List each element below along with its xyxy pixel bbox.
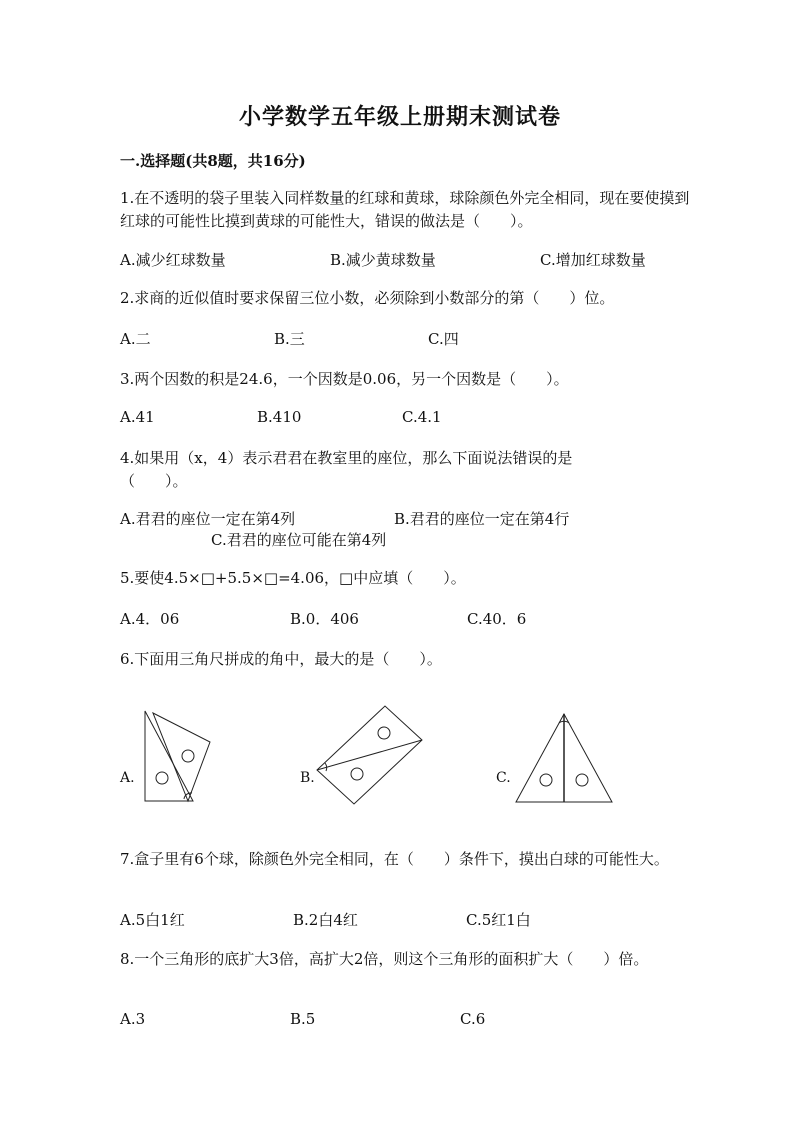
question-2: 2.求商的近似值时要求保留三位小数，必须除到小数部分的第（ ）位。	[120, 289, 615, 307]
q3-option-c[interactable]: C.4.1	[402, 408, 442, 426]
q2-option-b[interactable]: B.三	[274, 330, 305, 348]
question-8: 8.一个三角形的底扩大3倍，高扩大2倍，则这个三角形的面积扩大（ ）倍。	[120, 950, 649, 968]
q1-option-a[interactable]: A.减少红球数量	[120, 251, 226, 269]
q6-option-c[interactable]: C.	[496, 770, 511, 786]
section-heading: 一.选择题(共8题，共16分)	[120, 152, 306, 170]
q7-option-c[interactable]: C.5红1白	[466, 911, 531, 929]
q6-figure-a	[140, 705, 215, 805]
q4-option-c[interactable]: C.君君的座位可能在第4列	[211, 531, 387, 549]
question-1: 1.在不透明的袋子里装入同样数量的红球和黄球，球除颜色外完全相同，现在要使摸到红球的可能性比摸到黄球的可能性大，错误的做法是（ ）。	[120, 189, 690, 230]
question-6: 6.下面用三角尺拼成的角中，最大的是（ ）。	[120, 650, 442, 668]
page-title: 小学数学五年级上册期末测试卷	[238, 104, 561, 130]
q8-option-a[interactable]: A.3	[120, 1010, 146, 1028]
question-5: 5.要使4.5×□+5.5×□=4.06，□中应填（ ）。	[120, 569, 466, 587]
q4-option-a[interactable]: A.君君的座位一定在第4列	[120, 510, 296, 528]
q8-option-b[interactable]: B.5	[290, 1010, 316, 1028]
question-3: 3.两个因数的积是24.6，一个因数是0.06，另一个因数是（ ）。	[120, 370, 569, 388]
q4-option-b[interactable]: B.君君的座位一定在第4行	[394, 510, 570, 528]
q6-option-a[interactable]: A.	[120, 770, 135, 786]
q2-option-a[interactable]: A.二	[120, 330, 151, 348]
q6-option-b[interactable]: B.	[300, 770, 315, 786]
q7-option-a[interactable]: A.5白1红	[120, 911, 185, 929]
question-4: 4.如果用（x，4）表示君君在教室里的座位，那么下面说法错误的是（ ）。	[120, 449, 573, 490]
q6-figure-b	[312, 700, 427, 810]
q8-option-c[interactable]: C.6	[460, 1010, 486, 1028]
q6-figure-c	[512, 708, 617, 806]
question-7: 7.盒子里有6个球，除颜色外完全相同，在（ ）条件下，摸出白球的可能性大。	[120, 850, 669, 868]
q1-option-b[interactable]: B.减少黄球数量	[330, 251, 436, 269]
q2-option-c[interactable]: C.四	[428, 330, 459, 348]
q5-option-c[interactable]: C.40．6	[467, 610, 527, 628]
q3-option-a[interactable]: A.41	[120, 408, 155, 426]
q3-option-b[interactable]: B.410	[257, 408, 302, 426]
q5-option-b[interactable]: B.0．406	[290, 610, 359, 628]
q7-option-b[interactable]: B.2白4红	[293, 911, 358, 929]
q5-option-a[interactable]: A.4．06	[120, 610, 180, 628]
q1-option-c[interactable]: C.增加红球数量	[540, 251, 646, 269]
